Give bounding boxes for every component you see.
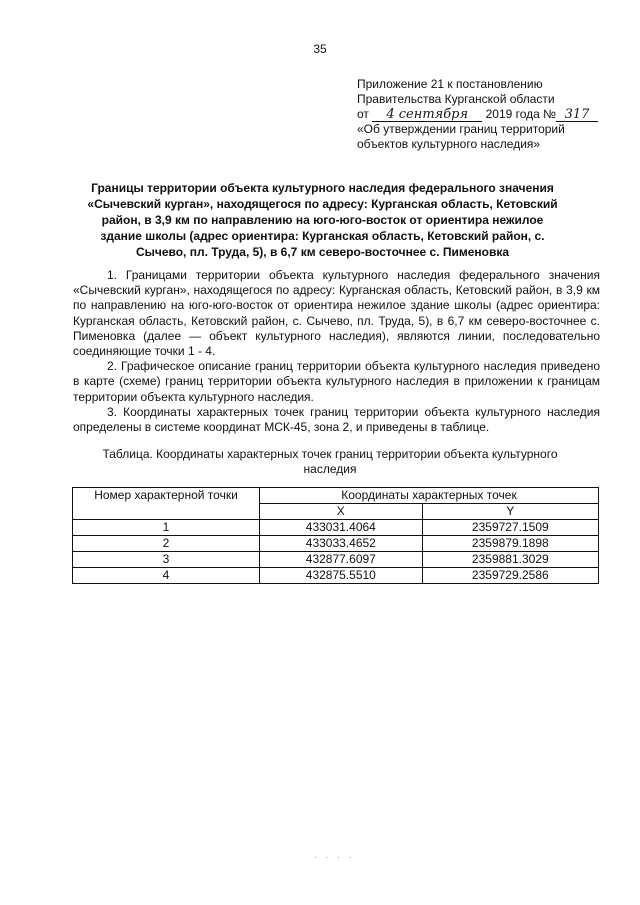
handwritten-date: 4 сентября: [372, 108, 482, 122]
cell-point: 2: [73, 536, 260, 552]
handwritten-number: 317: [556, 108, 598, 122]
table-header-row: [73, 488, 599, 504]
cell-y: 2359729.2586: [422, 568, 598, 584]
header-y: Y: [422, 504, 598, 520]
appendix-line-4: «Об утверждении границ территорий: [357, 122, 565, 136]
cell-point: 3: [73, 552, 260, 568]
cell-y: 2359879.1898: [422, 536, 598, 552]
body-text: [73, 268, 600, 435]
cell-x: 433033.4652: [260, 536, 423, 552]
appendix-header: [357, 77, 627, 152]
scan-artifact-marks: · · · ·: [314, 852, 355, 862]
paragraph-1: 1. Границами территории объекта культурного наследия федерального значения «Сычевский курган», находящегося по адресу: Курганская область, Кетовский район, в 3,9 км по направлению на юго-юго-восток от ориентира нежилое здание школы (адрес ориентира: Курганская область, Кетовский район, с. Сычево, пл. Труда, 5), в 6,7 км северо-восточнее с. Пименовка (далее — объект культурного наследия), являются линии, последовательно соединяющие точки 1 - 4.: [73, 268, 600, 359]
header-coordinates: Координаты характерных точек: [260, 488, 599, 504]
appendix-line-5: объектов культурного наследия»: [357, 137, 541, 151]
coordinates-table: [72, 487, 599, 584]
table-caption: Таблица. Координаты характерных точек границ территории объекта культурного наследия: [102, 447, 558, 476]
cell-point: 1: [73, 520, 260, 536]
paragraph-2: 2. Графическое описание границ территории объекта культурного наследия приведено в карте (схеме) границ территории объекта культурного наследия в приложении к границам территории объекта культурного наследия.: [73, 359, 600, 404]
date-suffix: 2019 года №: [485, 107, 557, 121]
cell-point: 4: [73, 568, 260, 584]
table-row: [73, 520, 599, 536]
cell-x: 432875.5510: [260, 568, 423, 584]
table-row: [73, 536, 599, 552]
cell-y: 2359727.1509: [422, 520, 598, 536]
cell-x: 432877.6097: [260, 552, 423, 568]
document-title: Границы территории объекта культурного наследия федерального значения «Сычевский курган», находящегося по адресу: Курганская область, Кетовский район, в 3,9 км по направлению на юго-юго-восток от ориентира нежилое здание школы (адрес ориентира: Курганская область, Кетовский район, с. Сычево, пл. Труда, 5), в 6,7 км северо-восточнее с. Пименовка: [87, 181, 558, 259]
paragraph-3: 3. Координаты характерных точек границ территории объекта культурного наследия определены в системе координат МСК-45, зона 2, и приведены в таблице.: [73, 404, 600, 435]
appendix-date-line: [357, 107, 627, 122]
table-row: [73, 568, 599, 584]
cell-x: 433031.4064: [260, 520, 423, 536]
date-prefix: от: [357, 107, 369, 121]
header-point-number: Номер характерной точки: [73, 488, 260, 520]
header-x: X: [260, 504, 423, 520]
cell-y: 2359881.3029: [422, 552, 598, 568]
page-number: 35: [313, 42, 327, 56]
table-row: [73, 552, 599, 568]
appendix-line-2: Правительства Курганской области: [357, 92, 555, 106]
appendix-line-1: Приложение 21 к постановлению: [357, 77, 543, 91]
